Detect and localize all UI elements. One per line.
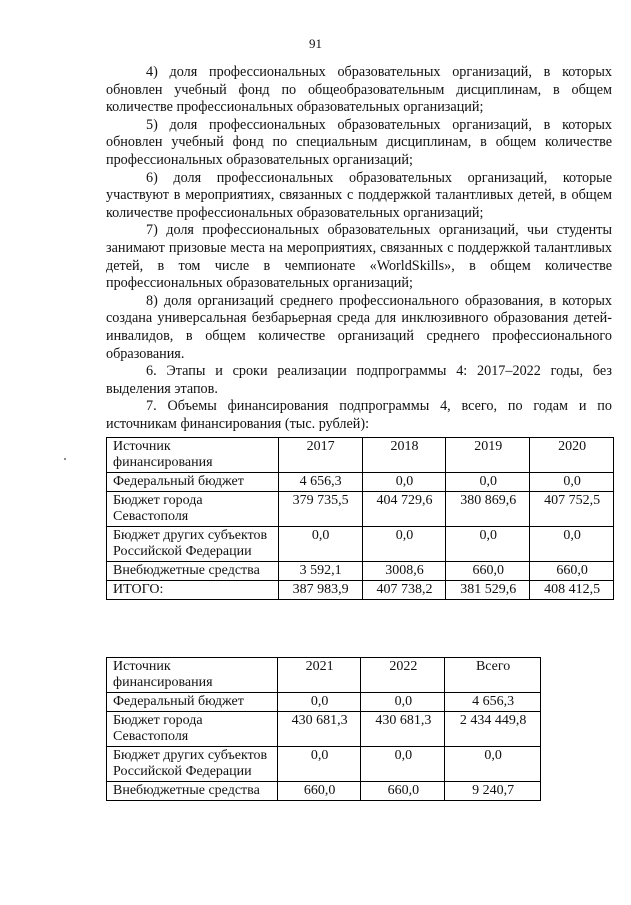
- table-header-cell: 2020: [530, 438, 614, 473]
- table-cell: 9 240,7: [445, 782, 541, 801]
- table-header-cell: 2017: [278, 438, 362, 473]
- table-cell: 2 434 449,8: [445, 712, 541, 747]
- table-row: [107, 747, 541, 782]
- table-cell: 0,0: [445, 747, 541, 782]
- table-row: [107, 562, 614, 581]
- table-cell: 0,0: [362, 527, 446, 562]
- table-header-cell: 2019: [446, 438, 530, 473]
- table-cell: 4 656,3: [278, 473, 362, 492]
- paragraph: 8) доля организаций среднего профессионального образования, в которых создана универсальная безбарьерная среда для инклюзивного образования детей-инвалидов, в общем количестве организаций среднего профессионального образования.: [106, 292, 612, 362]
- table-cell: Внебюджетные средства: [107, 782, 278, 801]
- table-header-cell: 2021: [277, 658, 361, 693]
- paragraph: 5) доля профессиональных образовательных организаций, в которых обновлен учебный фонд по специальным дисциплинам, в общем количестве профессиональных образовательных организаций;: [106, 116, 612, 168]
- paragraph: 6. Этапы и сроки реализации подпрограммы 4: 2017–2022 годы, без выделения этапов.: [106, 363, 612, 397]
- table-cell: Бюджет других субъектов Российской Федерации: [107, 527, 279, 562]
- paragraph: 7) доля профессиональных образовательных организаций, чьи студенты занимают призовые места на мероприятиях, связанных с поддержкой талантливых детей, в том числе в чемпионате «WorldSkills», в общем количестве профессиональных образовательных организаций;: [106, 222, 612, 292]
- body-text: [106, 64, 612, 433]
- table-cell: 4 656,3: [445, 693, 541, 712]
- table-row: [107, 473, 614, 492]
- table-cell: 0,0: [530, 473, 614, 492]
- table-cell: 380 869,6: [446, 492, 530, 527]
- table-cell: Федеральный бюджет: [107, 693, 278, 712]
- table-cell: Бюджет города Севастополя: [107, 492, 279, 527]
- table-cell: 408 412,5: [530, 581, 614, 600]
- table-cell: 404 729,6: [362, 492, 446, 527]
- table-cell: 381 529,6: [446, 581, 530, 600]
- table-row: [107, 782, 541, 801]
- table-row: [107, 693, 541, 712]
- table-cell: 0,0: [361, 693, 445, 712]
- table-cell: Федеральный бюджет: [107, 473, 279, 492]
- paragraph: 7. Объемы финансирования подпрограммы 4, всего, по годам и по источникам финансирования (тыс. рублей):: [106, 398, 612, 432]
- table-cell: 387 983,9: [278, 581, 362, 600]
- table-cell: 0,0: [530, 527, 614, 562]
- table-cell: 407 738,2: [362, 581, 446, 600]
- paragraph: 6) доля профессиональных образовательных организаций, которые участвуют в мероприятиях, связанных с поддержкой талантливых детей, в общем количестве профессиональных образовательных организаций;: [106, 169, 612, 221]
- table-header-cell: 2018: [362, 438, 446, 473]
- table-header-row: [107, 438, 614, 473]
- table-cell: 660,0: [446, 562, 530, 581]
- table-cell: Внебюджетные средства: [107, 562, 279, 581]
- table-cell: 660,0: [530, 562, 614, 581]
- financing-table-2017-2020: [106, 437, 614, 600]
- paragraph: 4) доля профессиональных образовательных организаций, в которых обновлен учебный фонд по общеобразовательным дисциплинам, в общем количестве профессиональных образовательных организаций;: [106, 64, 612, 116]
- table-cell: 0,0: [278, 527, 362, 562]
- table-cell: Бюджет других субъектов Российской Федерации: [107, 747, 278, 782]
- table-cell: 430 681,3: [277, 712, 361, 747]
- table-header-cell: Источник финансирования: [107, 438, 279, 473]
- table-header-cell: Источник финансирования: [107, 658, 278, 693]
- table-cell: 430 681,3: [361, 712, 445, 747]
- table-cell: ИТОГО:: [107, 581, 279, 600]
- table-row: [107, 712, 541, 747]
- page-number: 91: [309, 36, 322, 51]
- table-cell: Бюджет города Севастополя: [107, 712, 278, 747]
- table-cell: 660,0: [361, 782, 445, 801]
- table-cell: 0,0: [446, 527, 530, 562]
- table-cell: 3 592,1: [278, 562, 362, 581]
- table-cell: 660,0: [277, 782, 361, 801]
- table-cell: 0,0: [362, 473, 446, 492]
- table-total-row: [107, 581, 614, 600]
- table-cell: 0,0: [277, 747, 361, 782]
- table-cell: 407 752,5: [530, 492, 614, 527]
- table-header-cell: Всего: [445, 658, 541, 693]
- financing-table-2021-2022: [106, 657, 541, 801]
- table-cell: 3008,6: [362, 562, 446, 581]
- table-cell: 379 735,5: [278, 492, 362, 527]
- table-row: [107, 492, 614, 527]
- table-cell: 0,0: [361, 747, 445, 782]
- table-row: [107, 527, 614, 562]
- table-header-row: [107, 658, 541, 693]
- table-cell: 0,0: [446, 473, 530, 492]
- scan-speck: [64, 458, 66, 460]
- table-cell: 0,0: [277, 693, 361, 712]
- table-header-cell: 2022: [361, 658, 445, 693]
